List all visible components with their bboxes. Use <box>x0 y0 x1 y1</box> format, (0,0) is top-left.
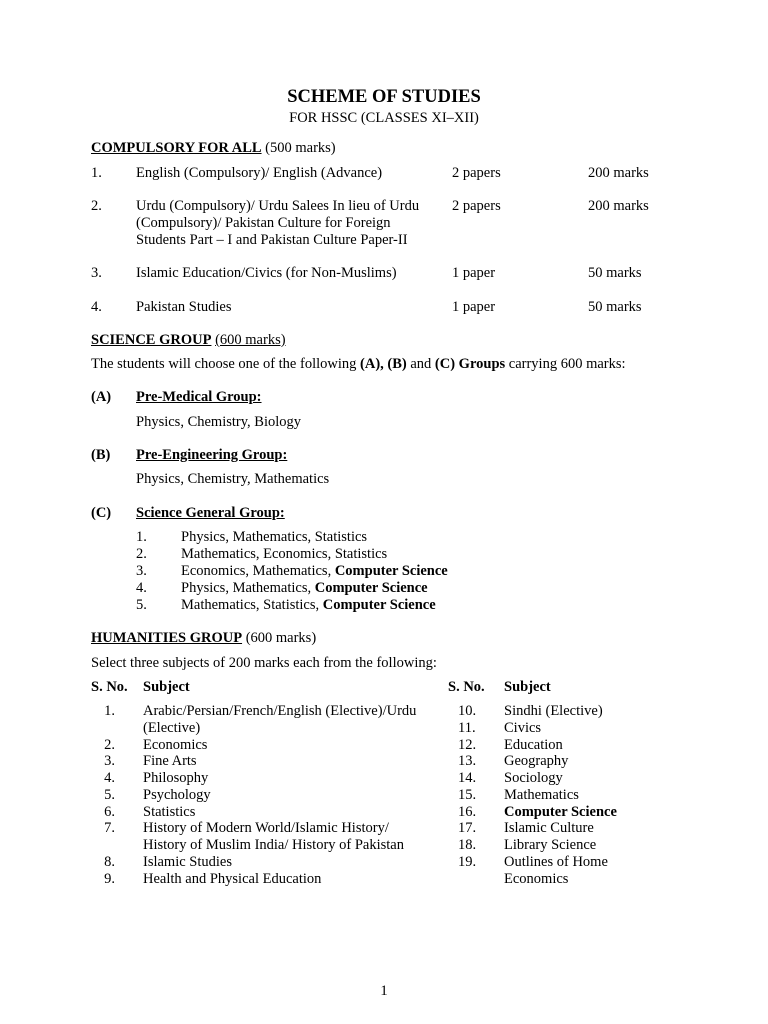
humanities-subject: Arabic/Persian/French/English (Elective)/Urdu <box>143 703 417 719</box>
humanities-subject: Mathematics <box>504 787 579 803</box>
column-header-sno: S. No. <box>91 679 128 695</box>
humanities-num: 2. <box>104 737 115 753</box>
compulsory-num: 3. <box>91 265 102 281</box>
humanities-num: 15. <box>458 787 477 803</box>
humanities-subject: History of Muslim India/ History of Pakistan <box>143 837 404 853</box>
humanities-subject: Fine Arts <box>143 753 197 769</box>
humanities-subject: Statistics <box>143 804 196 820</box>
compulsory-subject: Pakistan Studies <box>136 299 232 315</box>
humanities-subject: Economics <box>504 871 569 887</box>
humanities-num: 4. <box>104 770 115 786</box>
general-option: Economics, Mathematics, Computer Science <box>181 563 448 579</box>
humanities-num: 9. <box>104 871 115 887</box>
humanities-num: 10. <box>458 703 477 719</box>
humanities-num: 8. <box>104 854 115 870</box>
compulsory-marks-value: 200 marks <box>588 165 649 181</box>
compulsory-num: 2. <box>91 198 102 214</box>
group-subjects: Physics, Chemistry, Mathematics <box>136 471 330 487</box>
humanities-num: 7. <box>104 820 115 836</box>
humanities-marks: (600 marks) <box>245 630 317 646</box>
humanities-subject: Islamic Culture <box>504 820 594 836</box>
humanities-num: 16. <box>458 804 477 820</box>
compulsory-papers: 2 papers <box>452 198 501 214</box>
science-marks: (600 marks) <box>215 332 286 348</box>
humanities-subject: Psychology <box>143 787 211 803</box>
general-option: Physics, Mathematics, Computer Science <box>181 580 428 596</box>
compulsory-marks-value: 50 marks <box>588 265 642 281</box>
humanities-subject: Economics <box>143 737 208 753</box>
humanities-subject: Philosophy <box>143 770 209 786</box>
compulsory-num: 1. <box>91 165 102 181</box>
group-label: (A) <box>91 389 112 405</box>
humanities-num: 6. <box>104 804 115 820</box>
compulsory-subject: English (Compulsory)/ English (Advance) <box>136 165 383 181</box>
humanities-subject: Civics <box>504 720 542 736</box>
humanities-subject: Education <box>504 737 563 753</box>
humanities-subject: Outlines of Home <box>504 854 608 870</box>
compulsory-marks-value: 200 marks <box>588 198 649 214</box>
group-label: (C) <box>91 505 112 521</box>
science-heading <box>91 332 286 349</box>
column-header-subject: Subject <box>143 679 190 695</box>
science-intro-text: and <box>406 356 435 372</box>
science-intro-groups: (C) Groups <box>434 356 506 372</box>
page-subtitle: FOR HSSC (CLASSES XI–XII) <box>289 110 479 126</box>
humanities-heading <box>91 630 316 647</box>
general-option-num: 3. <box>136 563 147 579</box>
group-name: Pre-Medical Group: <box>136 389 262 405</box>
column-header-sno: S. No. <box>448 679 485 695</box>
humanities-num: 1. <box>104 703 115 719</box>
humanities-subject: Islamic Studies <box>143 854 233 870</box>
humanities-num: 11. <box>458 720 476 736</box>
humanities-subject: Sindhi (Elective) <box>504 703 603 719</box>
humanities-subject: Library Science <box>504 837 597 853</box>
compulsory-subject: (Compulsory)/ Pakistan Culture for Foreign <box>136 215 391 231</box>
compulsory-papers: 1 paper <box>452 265 496 281</box>
group-name: Science General Group: <box>136 505 285 521</box>
humanities-num: 3. <box>104 753 115 769</box>
group-label: (B) <box>91 447 111 463</box>
humanities-subject: Geography <box>504 753 569 769</box>
science-heading-label: SCIENCE GROUP <box>91 332 212 348</box>
compulsory-num: 4. <box>91 299 102 315</box>
general-option-num: 1. <box>136 529 147 545</box>
general-option: Mathematics, Economics, Statistics <box>181 546 388 562</box>
humanities-subject: Health and Physical Education <box>143 871 322 887</box>
humanities-num: 13. <box>458 753 477 769</box>
general-option-num: 2. <box>136 546 147 562</box>
compulsory-subject: Urdu (Compulsory)/ Urdu Salees In lieu of Urdu <box>136 198 420 214</box>
humanities-heading-label: HUMANITIES GROUP <box>91 630 243 646</box>
science-intro-text: The students will choose one of the following <box>91 356 361 372</box>
compulsory-heading <box>91 140 336 157</box>
humanities-subject: (Elective) <box>143 720 201 736</box>
compulsory-papers: 1 paper <box>452 299 496 315</box>
science-intro <box>91 356 626 373</box>
compulsory-marks: (500 marks) <box>265 140 336 156</box>
general-option: Physics, Mathematics, Statistics <box>181 529 368 545</box>
page-title: SCHEME OF STUDIES <box>287 87 481 107</box>
humanities-num: 17. <box>458 820 477 836</box>
general-option-num: 5. <box>136 597 147 613</box>
compulsory-papers: 2 papers <box>452 165 501 181</box>
humanities-num: 19. <box>458 854 477 870</box>
science-intro-groups: (A), (B) <box>360 356 407 372</box>
humanities-intro: Select three subjects of 200 marks each from the following: <box>91 655 437 671</box>
general-option-num: 4. <box>136 580 147 596</box>
column-header-subject: Subject <box>504 679 551 695</box>
humanities-subject: History of Modern World/Islamic History/ <box>143 820 389 836</box>
science-intro-text: carrying 600 marks: <box>505 356 626 372</box>
humanities-subject: Sociology <box>504 770 563 786</box>
compulsory-marks-value: 50 marks <box>588 299 642 315</box>
compulsory-subject: Islamic Education/Civics (for Non-Muslims) <box>136 265 397 281</box>
general-option: Mathematics, Statistics, Computer Science <box>181 597 436 613</box>
humanities-num: 5. <box>104 787 115 803</box>
group-name: Pre-Engineering Group: <box>136 447 288 463</box>
page-number: 1 <box>380 983 388 999</box>
compulsory-subject: Students Part – I and Pakistan Culture Paper-II <box>136 232 408 248</box>
group-subjects: Physics, Chemistry, Biology <box>136 414 302 430</box>
humanities-num: 12. <box>458 737 477 753</box>
compulsory-heading-label: COMPULSORY FOR ALL <box>91 140 262 156</box>
humanities-num: 14. <box>458 770 477 786</box>
humanities-num: 18. <box>458 837 477 853</box>
humanities-subject: Computer Science <box>504 804 617 820</box>
